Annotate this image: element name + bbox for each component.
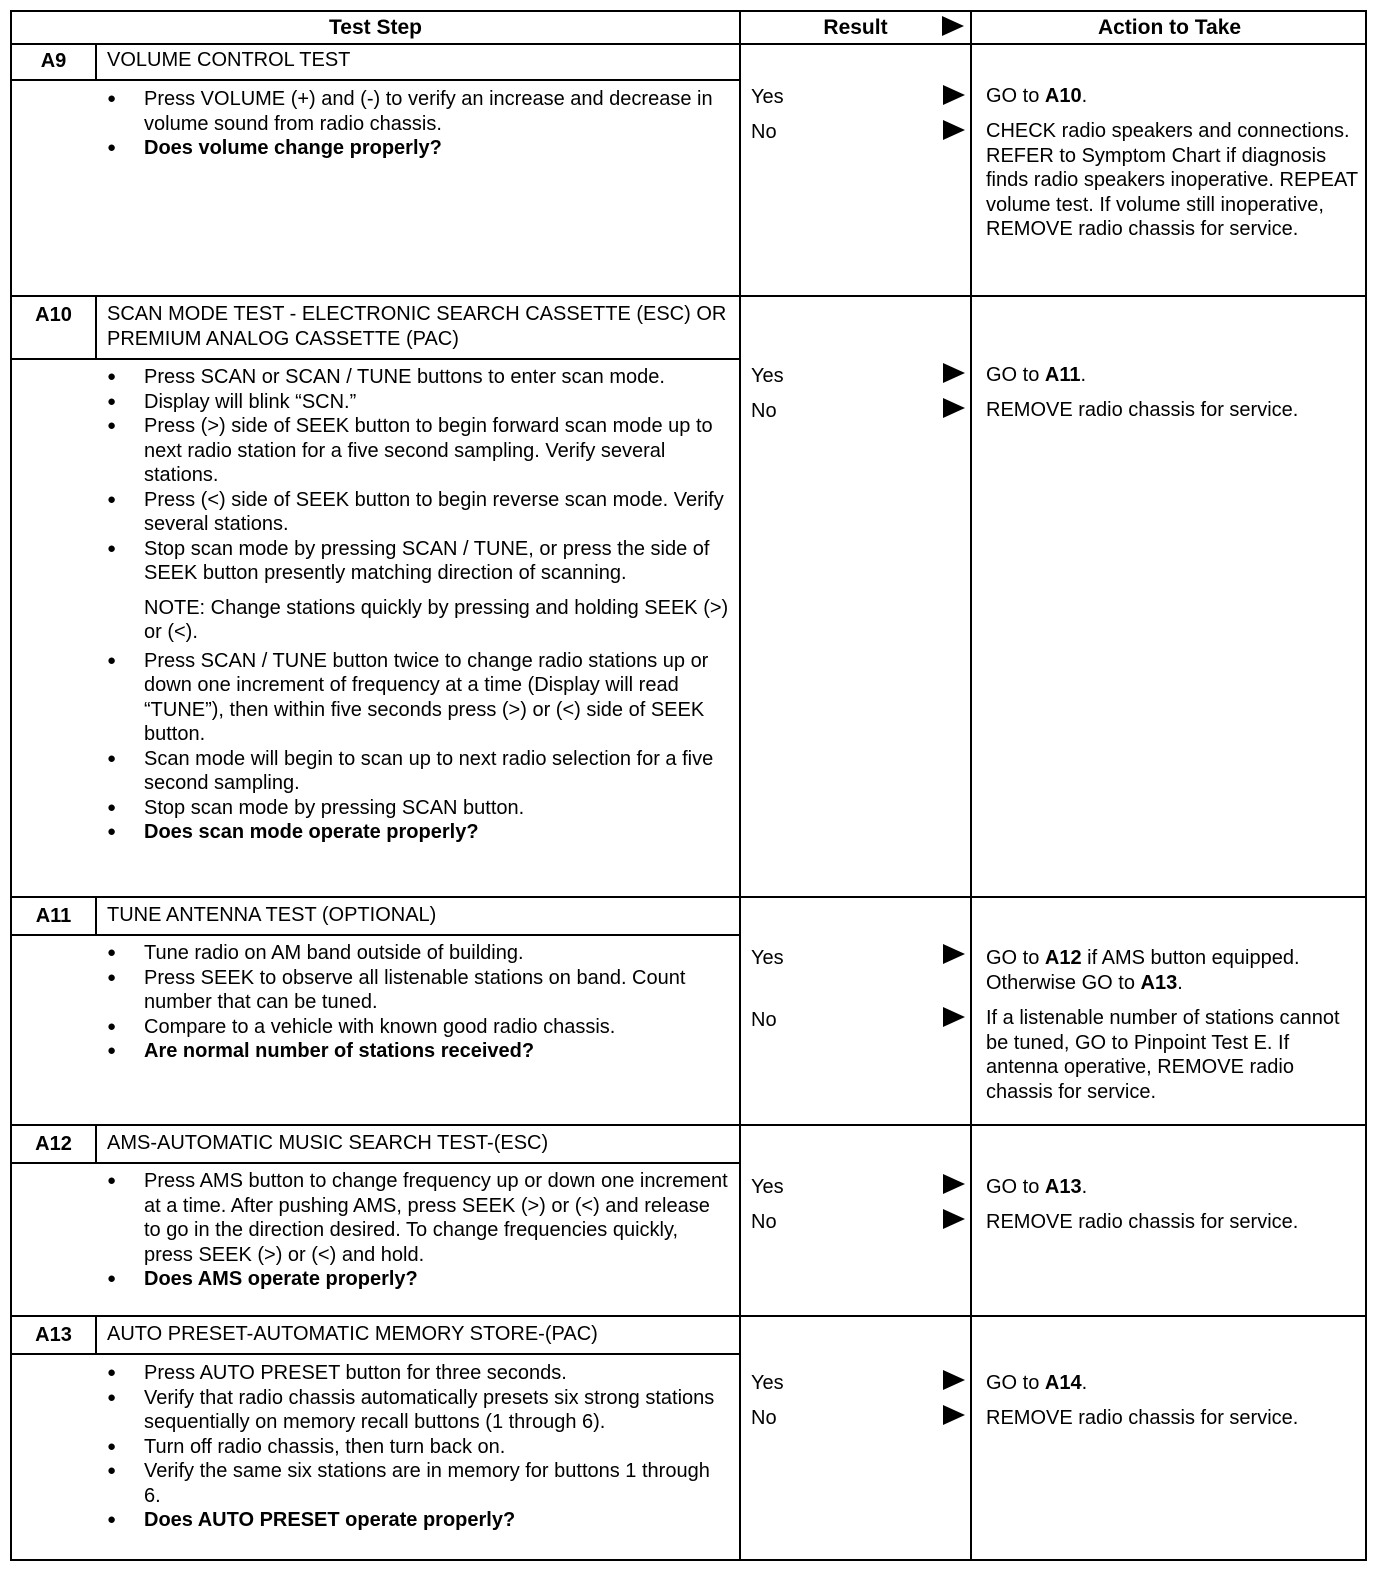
step-id: A11 — [12, 898, 97, 934]
header-action: Action to Take — [1097, 16, 1242, 39]
list-item: ● Verify that radio chassis automatically presets six strong stations sequentially on memory recall buttons (1 through 6). — [107, 1386, 732, 1435]
step-title: TUNE ANTENNA TEST (OPTIONAL) — [107, 904, 437, 926]
step-id: A10 — [12, 297, 97, 358]
arrow-right-icon — [943, 1405, 965, 1425]
list-item: ● Press (<) side of SEEK button to begin reverse scan mode. Verify several stations. — [107, 488, 732, 537]
step-title: SCAN MODE TEST - ELECTRONIC SEARCH CASSETTE (ESC) OR PREMIUM ANALOG CASSETTE (PAC) — [107, 303, 727, 350]
list-item: ● Scan mode will begin to scan up to next radio selection for a five second sampling. — [107, 747, 732, 796]
step-body — [107, 941, 732, 1064]
step-title: AMS-AUTOMATIC MUSIC SEARCH TEST-(ESC) — [107, 1132, 549, 1154]
list-item: ● Stop scan mode by pressing SCAN / TUNE, or press the side of SEEK button presently matching direction of scanning. — [107, 537, 732, 586]
step-body — [107, 87, 732, 161]
result-no: No — [751, 121, 777, 143]
result-no: No — [751, 400, 777, 422]
step-id: A12 — [12, 1126, 97, 1162]
action-no: If a listenable number of stations cannot be tuned, GO to Pinpoint Test E. If antenna operative, REMOVE radio chassis for service. — [986, 1007, 1340, 1103]
question-item: ● Are normal number of stations received? — [107, 1039, 732, 1064]
action-yes: GO to A10. — [986, 85, 1088, 107]
header-result: Result — [823, 16, 888, 39]
result-no: No — [751, 1407, 777, 1429]
arrow-right-icon — [943, 363, 965, 383]
question-item: ● Does scan mode operate properly? — [107, 820, 732, 845]
list-item: ● Stop scan mode by pressing SCAN button. — [107, 796, 732, 821]
step-a13 — [12, 1315, 1365, 1563]
action-yes: GO to A11. — [986, 364, 1087, 386]
result-yes: Yes — [751, 947, 784, 969]
action-no: CHECK radio speakers and connections. REFER to Symptom Chart if diagnosis finds radio speakers inoperative. REPEAT volume test. If volume still inoperative, REMOVE radio chassis for service. — [986, 120, 1358, 240]
result-no: No — [751, 1009, 777, 1031]
list-item: ● Compare to a vehicle with known good radio chassis. — [107, 1015, 732, 1040]
arrow-right-icon — [943, 944, 965, 964]
list-item: ● Press SCAN / TUNE button twice to change radio stations up or down one increment of frequency at a time (Display will read “TUNE”), then within five seconds press (>) or (<) side of SEEK button. — [107, 649, 732, 747]
list-item: ● Turn off radio chassis, then turn back on. — [107, 1435, 732, 1460]
result-yes: Yes — [751, 1176, 784, 1198]
step-title-row — [12, 898, 739, 936]
list-item: ● Press AUTO PRESET button for three seconds. — [107, 1361, 732, 1386]
list-item: ● Verify the same six stations are in memory for buttons 1 through 6. — [107, 1459, 732, 1508]
step-body — [107, 1169, 732, 1292]
step-body — [107, 365, 732, 845]
arrow-right-icon — [943, 85, 965, 105]
list-item: ● Press VOLUME (+) and (-) to verify an increase and decrease in volume sound from radio chassis. — [107, 87, 732, 136]
question-item: ● Does volume change properly? — [107, 136, 732, 161]
arrow-right-icon — [942, 16, 964, 36]
diagnostic-table — [10, 10, 1367, 1561]
list-item: ● Press SCAN or SCAN / TUNE buttons to enter scan mode. — [107, 365, 732, 390]
arrow-right-icon — [943, 1370, 965, 1390]
step-a12 — [12, 1124, 1365, 1317]
header-test-step: Test Step — [329, 16, 422, 39]
result-yes: Yes — [751, 1372, 784, 1394]
list-item: ● Press (>) side of SEEK button to begin forward scan mode up to next radio station for a five second sampling. Verify several stations. — [107, 414, 732, 488]
action-no: REMOVE radio chassis for service. — [986, 1407, 1299, 1429]
question-item: ● Does AUTO PRESET operate properly? — [107, 1508, 732, 1533]
arrow-right-icon — [943, 398, 965, 418]
step-title-row — [12, 1126, 739, 1164]
action-yes: GO to A12 if AMS button equipped. Otherwise GO to A13. — [986, 947, 1300, 994]
list-item: ● Display will blink “SCN.” — [107, 390, 732, 415]
step-a9 — [12, 43, 1365, 295]
action-no: REMOVE radio chassis for service. — [986, 399, 1299, 421]
arrow-right-icon — [943, 1209, 965, 1229]
step-title-row — [12, 1317, 739, 1355]
table-header — [12, 12, 1365, 45]
arrow-right-icon — [943, 120, 965, 140]
note-text: NOTE: Change stations quickly by pressing and holding SEEK (>) or (<). — [144, 596, 729, 643]
step-a10 — [12, 295, 1365, 898]
arrow-right-icon — [943, 1007, 965, 1027]
action-yes: GO to A13. — [986, 1176, 1088, 1198]
list-item: ● Tune radio on AM band outside of building. — [107, 941, 732, 966]
result-yes: Yes — [751, 86, 784, 108]
step-body — [107, 1361, 732, 1533]
step-title-row — [12, 43, 739, 81]
step-a11 — [12, 896, 1365, 1126]
step-id: A13 — [12, 1317, 97, 1353]
result-no: No — [751, 1211, 777, 1233]
list-item: ● Press AMS button to change frequency up or down one increment at a time. After pushing AMS, press SEEK (>) or (<) and release to go in the direction desired. To change frequencies quickly, press SEEK (>) or (<) and hold. — [107, 1169, 732, 1267]
step-id: A9 — [12, 43, 97, 79]
step-title: VOLUME CONTROL TEST — [107, 49, 351, 71]
list-item: ● Press SEEK to observe all listenable stations on band. Count number that can be tuned. — [107, 966, 732, 1015]
arrow-right-icon — [943, 1174, 965, 1194]
action-no: REMOVE radio chassis for service. — [986, 1211, 1299, 1233]
result-yes: Yes — [751, 365, 784, 387]
action-yes: GO to A14. — [986, 1372, 1088, 1394]
question-item: ● Does AMS operate properly? — [107, 1267, 732, 1292]
step-title: AUTO PRESET-AUTOMATIC MEMORY STORE-(PAC) — [107, 1323, 598, 1345]
step-title-row — [12, 297, 739, 360]
